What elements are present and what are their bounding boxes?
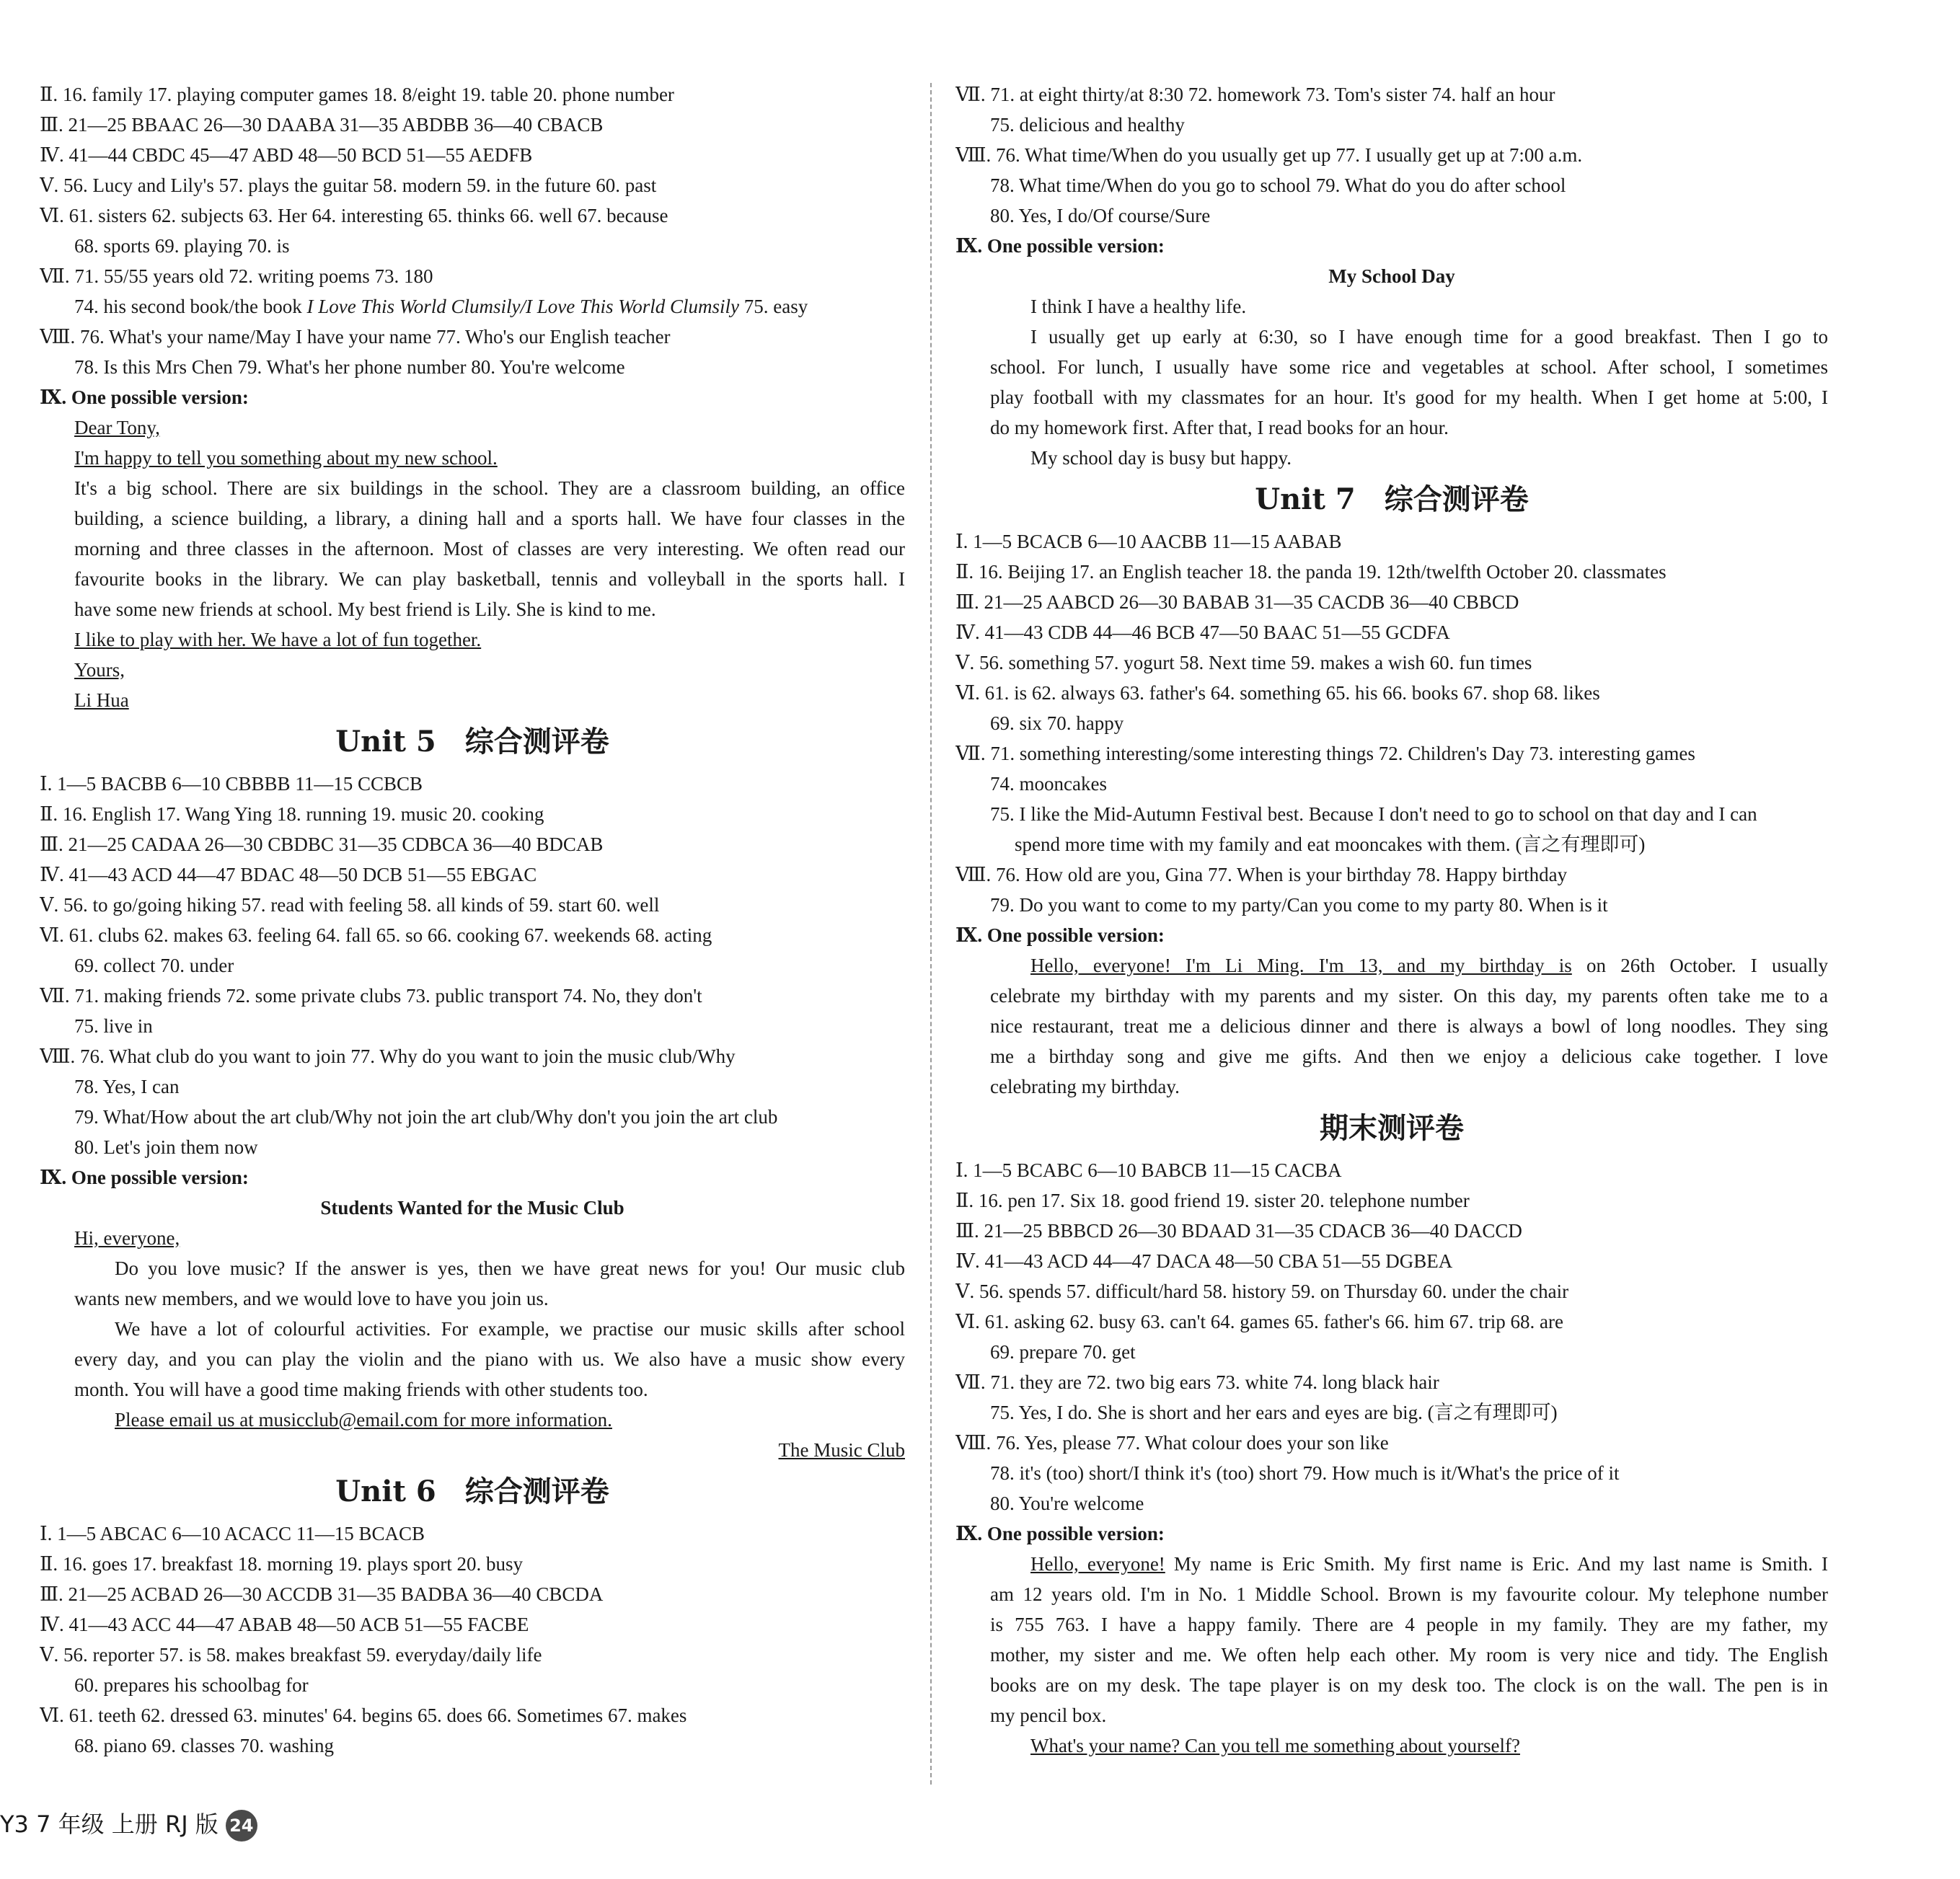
answer-line: Ⅶ. 71. making friends 72. some private clubs 73. public transport 74. No, they don't: [40, 985, 702, 1007]
essay-line: am 12 years old. I'm in No. 1 Middle School. Brown is my favourite colour. My telephone number: [990, 1583, 1828, 1605]
answer-line: Ⅳ. 41—43 CDB 44—46 BCB 47—50 BAAC 51—55 GCDFA: [955, 622, 1450, 643]
answer-line: 78. it's (too) short/I think it's (too) short 79. How much is it/What's the price of it: [990, 1462, 1620, 1484]
answer-line: Ⅲ. 21—25 BBAAC 26—30 DAABA 31—35 ABDBB 36—40 CBACB: [40, 114, 604, 136]
essay-line: nice restaurant, treat me a delicious dinner and there is always a bowl of long noodles. They sing: [990, 1015, 1828, 1037]
answer-line: Ⅴ. 56. spends 57. difficult/hard 58. history 59. on Thursday 60. under the chair: [955, 1281, 1569, 1302]
underlined-text: Li Hua: [74, 689, 129, 711]
essay-line: school. For lunch, I usually have some rice and vegetables at school. After school, I sometimes: [990, 356, 1828, 378]
essay-line: [40, 443, 905, 473]
essay-line: Do you love music? If the answer is yes, then we have great news for you! Our music club: [115, 1257, 905, 1279]
answer-line: Ⅵ. 61. clubs 62. makes 63. feeling 64. fall 65. so 66. cooking 67. weekends 68. acting: [40, 924, 712, 946]
essay-line: [955, 1549, 1828, 1579]
answer-line: Ⅷ. 76. How old are you, Gina 77. When is your birthday 78. Happy birthday: [955, 864, 1568, 885]
answer-line: 78. Yes, I can: [74, 1076, 180, 1097]
essay-line: [955, 950, 1828, 981]
answer-line: Ⅲ. 21—25 BBBCD 26—30 BDAAD 31—35 CDACB 36—40 DACCD: [955, 1220, 1522, 1242]
answer-line: Ⅱ. 16. family 17. playing computer games 18. 8/eight 19. table 20. phone number: [40, 84, 674, 105]
essay-signature: [40, 1435, 905, 1465]
answer-line: Ⅲ. 21—25 CADAA 26—30 CBDBC 31—35 CDBCA 36—40 BDCAB: [40, 834, 604, 855]
answer-line: 75. live in: [74, 1015, 153, 1037]
page-footer: [0, 1803, 257, 1846]
underlined-text: The Music Club: [778, 1439, 905, 1461]
underlined-text: Hello, everyone! I'm Li Ming. I'm 13, and my birthday is: [1030, 955, 1572, 976]
essay-line: [40, 685, 905, 715]
unit-title: Unit 7 综合测评卷: [1255, 482, 1529, 516]
essay-line: play football with my classmates for an hour. It's good for my health. When I get home at 5:00, I: [990, 386, 1828, 408]
page-number-badge: 24: [226, 1810, 257, 1842]
section-heading: Ⅸ. One possible version:: [955, 924, 1165, 946]
answer-line: Ⅱ. 16. English 17. Wang Ying 18. running 19. music 20. cooking: [40, 803, 544, 825]
essay-line: me a birthday song and give me gifts. And then we enjoy a delicious cake together. I love: [990, 1045, 1828, 1067]
answer-line: 69. collect 70. under: [74, 955, 234, 976]
essay-line: have some new friends at school. My best friend is Lily. She is kind to me.: [74, 598, 656, 620]
essay-text: My name is Eric Smith. My first name is Eric. And my last name is Smith. I: [1165, 1553, 1828, 1575]
answer-line: 78. What time/When do you go to school 79. What do you do after school: [990, 174, 1566, 196]
answer-line: 60. prepares his schoolbag for: [74, 1674, 309, 1696]
underlined-text: Hello, everyone!: [1030, 1553, 1165, 1575]
answer-line: 79. What/How about the art club/Why not join the art club/Why don't you join the art club: [74, 1106, 778, 1128]
essay-line: [40, 624, 905, 655]
essay-line: do my homework first. After that, I read books for an hour.: [990, 417, 1449, 438]
answer-line: Ⅷ. 76. What club do you want to join 77. Why do you want to join the music club/Why: [40, 1045, 736, 1067]
answer-line: 69. six 70. happy: [990, 712, 1124, 734]
answer-line: Ⅷ. 76. What's your name/May I have your name 77. Who's our English teacher: [40, 326, 671, 348]
essay-line: wants new members, and we would love to have you join us.: [74, 1288, 549, 1309]
answer-line: 78. Is this Mrs Chen 79. What's her phone number 80. You're welcome: [74, 356, 625, 378]
right-column: [955, 79, 1828, 1761]
underlined-text: What's your name? Can you tell me something about yourself?: [1030, 1735, 1520, 1756]
column-divider: [930, 83, 932, 1785]
underlined-text: Yours,: [74, 659, 125, 681]
essay-line: I think I have a healthy life.: [1030, 296, 1247, 317]
answer-line: Ⅴ. 56. Lucy and Lily's 57. plays the guitar 58. modern 59. in the future 60. past: [40, 174, 657, 196]
answer-line: Ⅲ. 21—25 AABCD 26—30 BABAB 31—35 CACDB 36—40 CBBCD: [955, 591, 1519, 613]
answer-line: 69. prepare 70. get: [990, 1341, 1136, 1363]
answer-line: 75. delicious and healthy: [990, 114, 1185, 136]
answer-line: Ⅴ. 56. to go/going hiking 57. read with feeling 58. all kinds of 59. start 60. well: [40, 894, 660, 916]
section-heading: Ⅸ. One possible version:: [40, 1167, 249, 1188]
answer-line: Ⅰ. 1—5 BCACB 6—10 AACBB 11—15 AABAB: [955, 531, 1342, 552]
essay-line: morning and three classes in the afternoon. Most of classes are very interesting. We often read our: [74, 538, 905, 560]
essay-title: Students Wanted for the Music Club: [320, 1197, 624, 1219]
answer-line: 80. You're welcome: [990, 1493, 1144, 1514]
essay-line: I usually get up early at 6:30, so I have enough time for a good breakfast. Then I go to: [1030, 326, 1828, 348]
answer-line: Ⅶ. 71. something interesting/some interesting things 72. Children's Day 73. interesting games: [955, 743, 1695, 764]
answer-line: Ⅳ. 41—44 CBDC 45—47 ABD 48—50 BCD 51—55 AEDFB: [40, 144, 533, 166]
section-heading: Ⅸ. One possible version:: [955, 235, 1165, 257]
essay-line: month. You will have a good time making friends with other students too.: [74, 1379, 648, 1400]
answer-line: 75. I like the Mid-Autumn Festival best. Because I don't need to go to school on that day and I can: [990, 803, 1757, 825]
essay-line: my pencil box.: [990, 1705, 1107, 1726]
essay-line: building, a science building, a library, a dining hall and a sports hall. We have four classes in the: [74, 508, 905, 529]
essay-line: [40, 655, 905, 685]
left-column: [40, 79, 905, 1761]
answer-line: Ⅱ. 16. pen 17. Six 18. good friend 19. sister 20. telephone number: [955, 1190, 1470, 1211]
essay-line: It's a big school. There are six buildings in the school. They are a classroom building, an office: [74, 477, 905, 499]
answer-line: Ⅷ. 76. Yes, please 77. What colour does your son like: [955, 1432, 1389, 1454]
answer-line: Ⅳ. 41—43 ACC 44—47 ABAB 48—50 ACB 51—55 FACBE: [40, 1614, 529, 1635]
answer-line: Ⅵ. 61. is 62. always 63. father's 64. something 65. his 66. books 67. shop 68. likes: [955, 682, 1600, 704]
essay-line: mother, my sister and me. We often help each other. My room is very nice and tidy. The English: [990, 1644, 1828, 1666]
underlined-text: I'm happy to tell you something about my new school.: [74, 447, 498, 469]
essay-line: is 755 763. I have a happy family. There are 4 people in my family. They are my father, my: [990, 1614, 1828, 1635]
unit-title: Unit 5 综合测评卷: [335, 725, 609, 759]
answer-line: Ⅶ. 71. at eight thirty/at 8:30 72. homework 73. Tom's sister 74. half an hour: [955, 84, 1555, 105]
essay-line: My school day is busy but happy.: [1030, 447, 1292, 469]
answer-line: Ⅰ. 1—5 ABCAC 6—10 ACACC 11—15 BCACB: [40, 1523, 425, 1544]
essay-line: celebrating my birthday.: [990, 1076, 1180, 1097]
unit-title: Unit 6 综合测评卷: [335, 1475, 609, 1508]
answer-line: Ⅵ. 61. sisters 62. subjects 63. Her 64. interesting 65. thinks 66. well 67. because: [40, 205, 668, 226]
section-heading: Ⅸ. One possible version:: [40, 386, 249, 408]
answer-line: Ⅲ. 21—25 ACBAD 26—30 ACCDB 31—35 BADBA 36—40 CBCDA: [40, 1583, 604, 1605]
answer-line: 68. piano 69. classes 70. washing: [74, 1735, 334, 1756]
underlined-text: Hi, everyone,: [74, 1227, 180, 1249]
answer-line: 80. Yes, I do/Of course/Sure: [990, 205, 1211, 226]
book-title: I Love This World Clumsily/I Love This World Clumsily: [306, 296, 740, 317]
answer-line: Ⅳ. 41—43 ACD 44—47 BDAC 48—50 DCB 51—55 EBGAC: [40, 864, 537, 885]
answer-line: 68. sports 69. playing 70. is: [74, 235, 290, 257]
answer-line: 75. Yes, I do. She is short and her ears and eyes are big. (言之有理即可): [990, 1402, 1558, 1423]
answer-line: Ⅱ. 16. goes 17. breakfast 18. morning 19. plays sport 20. busy: [40, 1553, 524, 1575]
essay-line: favourite books in the library. We can play basketball, tennis and volleyball in the sports hall. I: [74, 568, 905, 590]
answer-line: 79. Do you want to come to my party/Can you come to my party 80. When is it: [990, 894, 1608, 916]
answer-line: spend more time with my family and eat mooncakes with them. (言之有理即可): [1015, 834, 1646, 855]
answer-line: Ⅰ. 1—5 BACBB 6—10 CBBBB 11—15 CCBCB: [40, 773, 423, 795]
essay-line: books are on my desk. The tape player is on my desk too. The clock is on the wall. The pen is in: [990, 1674, 1828, 1696]
essay-line: [40, 1405, 905, 1435]
answer-line: Ⅰ. 1—5 BCABC 6—10 BABCB 11—15 CACBA: [955, 1159, 1342, 1181]
answer-line: Ⅱ. 16. Beijing 17. an English teacher 18. the panda 19. 12th/twelfth October 20. classmates: [955, 561, 1667, 583]
answer-line: Ⅶ. 71. 55/55 years old 72. writing poems 73. 180: [40, 265, 433, 287]
answer-line: [40, 291, 905, 322]
essay-text: on 26th October. I usually: [1571, 955, 1828, 976]
essay-line: celebrate my birthday with my parents and my sister. On this day, my parents often take me to a: [990, 985, 1828, 1007]
underlined-text: I like to play with her. We have a lot of fun together.: [74, 629, 482, 650]
section-heading: Ⅸ. One possible version:: [955, 1523, 1165, 1544]
answer-text: 75. easy: [739, 296, 808, 317]
answer-line: Ⅵ. 61. asking 62. busy 63. can't 64. games 65. father's 66. him 67. trip 68. are: [955, 1311, 1563, 1332]
answer-text: 74. his second book/the book: [74, 296, 307, 317]
answer-line: 80. Let's join them now: [74, 1136, 258, 1158]
essay-title: My School Day: [1328, 265, 1455, 287]
book-label: Y3 7 年级 上册 RJ 版: [0, 1811, 218, 1838]
underlined-text: Please email us at musicclub@email.com for more information.: [115, 1409, 612, 1431]
essay-line: We have a lot of colourful activities. For example, we practise our music skills after school: [115, 1318, 905, 1340]
essay-line: [40, 412, 905, 443]
essay-line: every day, and you can play the violin and the piano with us. We also have a music show every: [74, 1348, 905, 1370]
answer-line: Ⅵ. 61. teeth 62. dressed 63. minutes' 64. begins 65. does 66. Sometimes 67. makes: [40, 1705, 687, 1726]
answer-line: Ⅴ. 56. something 57. yogurt 58. Next time 59. makes a wish 60. fun times: [955, 652, 1532, 673]
answer-line: Ⅴ. 56. reporter 57. is 58. makes breakfast 59. everyday/daily life: [40, 1644, 542, 1666]
essay-line: [40, 1223, 905, 1253]
answer-line: Ⅶ. 71. they are 72. two big ears 73. white 74. long black hair: [955, 1371, 1439, 1393]
answer-line: Ⅷ. 76. What time/When do you usually get up 77. I usually get up at 7:00 a.m.: [955, 144, 1583, 166]
essay-line: [955, 1730, 1828, 1761]
answer-line: 74. mooncakes: [990, 773, 1107, 795]
answer-line: Ⅳ. 41—43 ACD 44—47 DACA 48—50 CBA 51—55 DGBEA: [955, 1250, 1453, 1272]
unit-title: 期末测评卷: [1320, 1111, 1464, 1145]
underlined-text: Dear Tony,: [74, 417, 160, 438]
